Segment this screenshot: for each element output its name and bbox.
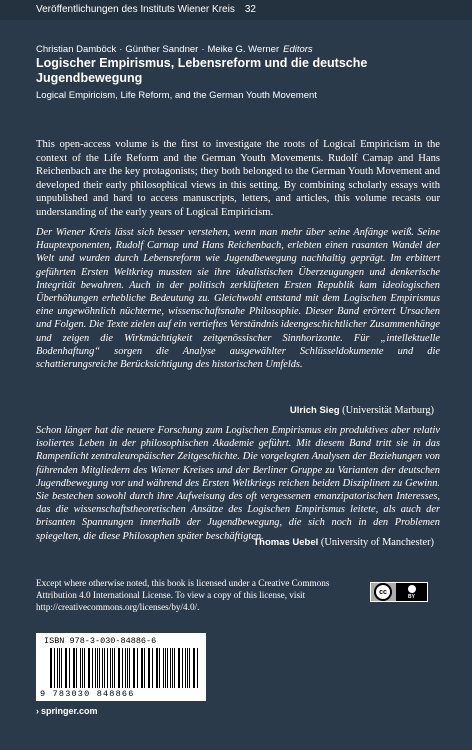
series-line [36, 4, 256, 15]
review-quote: Schon länger hat die neuere Forschung zum Logischen Empirismus ein produktives aber relativ isoliertes Leben in der philosophischen Akademie geführt. Mit diesem Band tritt sie in das Rampenlicht zentraleuropäischer Zeitgeschichte. Die vorgelegten Analysen der Beziehungen von führenden Mitgliedern des Wiener Kreises und der Berliner Gruppe zu Varianten der deutschen Jugendbewegung vor und während des Ersten Weltkriegs reichen beiden Disziplinen zu Gewinn. Sie bestechen sowohl durch ihre Aufweisung des oft vergessenen emanzipatorischen Interesses, das die wissenschaftstheoretischen Ansätze des Logischen Empirismus leitete, als auch der brisanten Spannungen innerhalb der Jugendbewegung, die sich noch in den Problemen spiegelten, die diese Philosophen später beschäftigten. [36, 425, 440, 542]
cc-by-license-badge[interactable] [370, 582, 428, 602]
editor-name: Günther Sandner [125, 44, 199, 55]
barcode-bar [159, 648, 160, 688]
reviewer-affiliation: (Universität Marburg) [342, 405, 434, 416]
editor-name: Meike G. Werner [207, 44, 280, 55]
review-attribution [253, 537, 434, 548]
abstract-paragraph: This open-access volume is the first to investigate the roots of Logical Empiricism in the context of the Life Reform and the German Youth Movements. Rudolf Carnap and Hans Reichenbach are the key protagonists; they both belonged to the German Youth Movement and developed their early philosophical views in this setting. By combining scholarly essays with unpublished and hard to access manuscripts, letters, and articles, this volume recasts our understanding of the early years of Logical Empiricism. [36, 139, 440, 218]
editors-line [36, 44, 313, 55]
review-quote: Der Wiener Kreis lässt sich besser verstehen, wenn man mehr über seine Anfänge weiß. Seine Hauptexponenten, Rudolf Carnap und Hans Reichenbach, erlebten einen rasanten Wandel der Welt und wurden durch Lebensreform wie Jugendbewegung nachhaltig geprägt. Im erbittert geführten Ersten Weltkrieg mussten sie ihre idealistischen Überzeugungen und denkerische Integrität bewahren. Auch in der politisch zerklüfteten Ersten Republik kam ideologischen Überhöhungen erhebliche Bedeutung zu. Gleichwohl entstand mit dem Logischen Empirismus eine ungewöhnlich nüchterne, wissenschaftsnahe Philosophie. Dieser Band erörtert Ursachen und Folgen. Die Texte zielen auf ein vertieftes Verständnis ideengeschichtlicher Zusammenhänge und zeigen die Wirkmächtigkeit zeitgenössischer Sinnhorizonte. Für „intellektuelle Bodenhaftung“ sorgen die Analyse ausgewählter Schlüsseldokumente und die schattierungsreiche Berücksichtigung des historischen Umfelds. [36, 227, 440, 371]
series-number: 32 [244, 4, 256, 15]
barcode-bar [152, 648, 153, 688]
barcode-bar [66, 648, 67, 688]
barcode-bar [129, 648, 130, 688]
arrow-icon: › [36, 706, 39, 716]
isbn-text: ISBN 978-3-030-84886-6 [44, 636, 157, 646]
editor-name: Christian Damböck [36, 44, 117, 55]
barcode-bars [50, 648, 200, 688]
barcode-bar [193, 648, 194, 688]
barcode-bar [163, 648, 164, 688]
barcode-bar [80, 648, 81, 688]
barcode-bar [61, 648, 62, 688]
barcode-bar [137, 648, 138, 688]
reviewer-name: Ulrich Sieg [289, 405, 340, 416]
barcode-bar [112, 648, 113, 688]
barcode-bar [122, 648, 123, 688]
barcode-bar [102, 648, 103, 688]
barcode-bar [119, 648, 120, 688]
barcode-digits: 9 783030 848866 [40, 689, 135, 699]
reviewer-name: Thomas Uebel [253, 537, 319, 548]
person-icon [408, 585, 416, 593]
barcode-bar [54, 648, 55, 688]
barcode-bar [92, 648, 93, 688]
editor-separator: · [201, 44, 205, 55]
book-title: Logischer Empirismus, Lebensreform und die deutsche Jugendbewegung [36, 56, 368, 85]
cc-logo-text: cc [379, 588, 387, 596]
barcode-bar [84, 648, 85, 688]
editor-separator: · [119, 44, 123, 55]
publisher-url: springer.com [41, 706, 98, 716]
barcode-bar [69, 648, 70, 688]
by-label: BY [408, 593, 415, 600]
barcode-bar [170, 648, 171, 688]
barcode-bar [179, 648, 180, 688]
barcode-bar [185, 648, 186, 688]
reviewer-affiliation: (University of Manchester) [320, 537, 434, 548]
book-subtitle: Logical Empiricism, Life Reform, and the German Youth Movement [36, 90, 317, 101]
barcode-bar [144, 648, 145, 688]
barcode-panel [36, 633, 206, 701]
attribution-icon [396, 583, 427, 601]
series-name: Veröffentlichungen des Instituts Wiener Kreis [36, 4, 235, 15]
license-notice: Except where otherwise noted, this book is licensed under a Creative Commons Attribution 4.0 International License. To view a copy of this license, visit http://creativecommons.org/licenses/by/4.0/. [36, 578, 330, 612]
review-attribution [290, 405, 434, 416]
barcode-bar [104, 648, 105, 688]
publisher-link[interactable] [36, 706, 98, 716]
editors-role: Editors [283, 44, 313, 55]
cc-logo-icon [374, 583, 392, 601]
